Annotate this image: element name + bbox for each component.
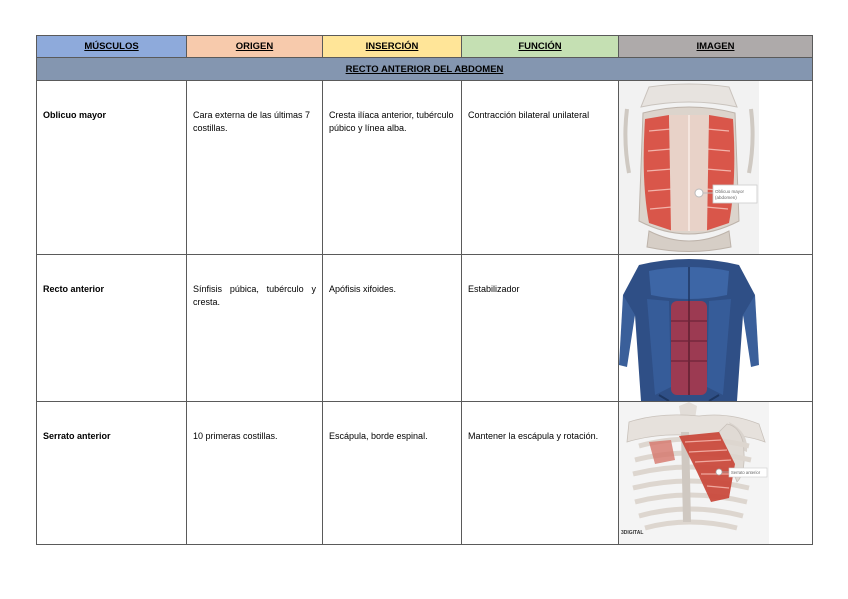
insercion-cell xyxy=(323,255,462,402)
origen-cell xyxy=(187,81,323,255)
insercion-cell xyxy=(323,81,462,255)
recto-anterior-illustration xyxy=(619,255,759,401)
section-row xyxy=(37,58,813,81)
muscle-table xyxy=(36,35,813,545)
header-imagen: IMAGEN xyxy=(619,36,813,58)
funcion-text: Mantener la escápula y rotación. xyxy=(468,431,599,441)
origen-cell xyxy=(187,255,323,402)
table-row xyxy=(37,81,813,255)
serrato-image-label: Serrato anterior xyxy=(731,470,761,475)
musculo-cell xyxy=(37,402,187,545)
musculo-name: Oblicuo mayor xyxy=(43,110,107,120)
musculo-name: Serrato anterior xyxy=(43,431,111,441)
musculo-cell xyxy=(37,255,187,402)
musculo-cell xyxy=(37,81,187,255)
origen-cell xyxy=(187,402,323,545)
table-row xyxy=(37,255,813,402)
imagen-cell xyxy=(619,402,813,545)
serrato-anterior-illustration xyxy=(619,402,769,544)
header-musculos: MÚSCULOS xyxy=(37,36,187,58)
imagen-cell xyxy=(619,81,813,255)
oblicuo-image-label-2: (abdomen) xyxy=(715,195,737,200)
insercion-text: Cresta ilíaca anterior, tubérculo púbico y línea alba. xyxy=(329,110,454,133)
brand-logo: 3DIGITAL xyxy=(621,530,644,536)
origen-text: Cara externa de las últimas 7 costillas. xyxy=(193,110,311,133)
table-row xyxy=(37,402,813,545)
section-title: RECTO ANTERIOR DEL ABDOMEN xyxy=(37,58,813,81)
oblicuo-mayor-illustration xyxy=(619,81,759,254)
funcion-cell xyxy=(462,255,619,402)
imagen-cell xyxy=(619,255,813,402)
header-row xyxy=(37,36,813,58)
funcion-cell xyxy=(462,402,619,545)
funcion-text: Estabilizador xyxy=(468,284,520,294)
funcion-cell xyxy=(462,81,619,255)
header-insercion: INSERCIÓN xyxy=(323,36,462,58)
header-origen: ORIGEN xyxy=(187,36,323,58)
insercion-text: Escápula, borde espinal. xyxy=(329,431,428,441)
origen-text: 10 primeras costillas. xyxy=(193,431,278,441)
musculo-name: Recto anterior xyxy=(43,284,105,294)
oblicuo-image-label: Oblicuo mayor xyxy=(715,189,745,194)
insercion-cell xyxy=(323,402,462,545)
origen-text: Sínfisis púbica, tubérculo y cresta. xyxy=(193,284,316,307)
header-funcion: FUNCIÓN xyxy=(462,36,619,58)
funcion-text: Contracción bilateral unilateral xyxy=(468,110,590,120)
insercion-text: Apófisis xifoides. xyxy=(329,284,397,294)
